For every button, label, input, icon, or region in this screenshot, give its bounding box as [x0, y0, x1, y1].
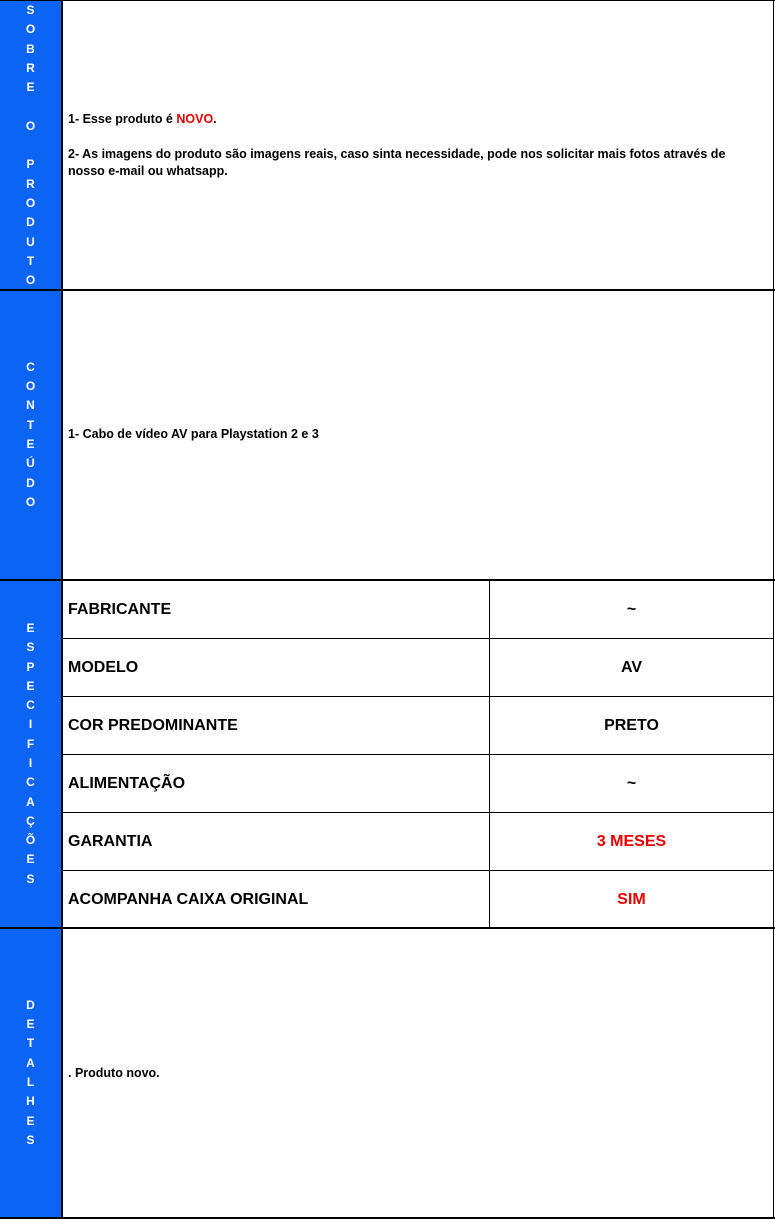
sidebar-label-conteudo [0, 291, 63, 579]
sidebar-letter: N [26, 398, 35, 413]
sidebar-letter: C [26, 359, 35, 374]
novo-highlight: NOVO [176, 112, 214, 126]
section-conteudo [0, 291, 775, 581]
content-detalhes [63, 929, 774, 1217]
sidebar-letter: E [26, 852, 35, 867]
content-sobre [63, 1, 774, 289]
sidebar-letter: O [25, 494, 36, 509]
spec-label: GARANTIA [68, 832, 153, 850]
spec-row [63, 697, 773, 755]
sidebar-letter: Ç [26, 813, 35, 828]
sidebar-letter: E [26, 1017, 35, 1032]
sidebar-letter: I [28, 756, 33, 770]
sidebar-label-especificacoes [0, 581, 63, 927]
spec-label: MODELO [68, 658, 139, 676]
sidebar-letter: T [26, 253, 35, 268]
sidebar-letter: O [25, 118, 36, 133]
sidebar-letter: Ú [26, 456, 35, 471]
spec-value: ~ [489, 581, 773, 638]
detalhes-line-1: . Produto novo. [68, 1066, 160, 1080]
section-detalhes [0, 929, 775, 1219]
sidebar-label-detalhes [0, 929, 63, 1217]
sidebar-letter: D [26, 997, 35, 1012]
sidebar-letter: E [26, 620, 35, 635]
spec-row [63, 755, 773, 813]
spec-value: ~ [489, 755, 773, 812]
sidebar-letter: B [26, 41, 35, 56]
sidebar-letter: O [25, 195, 36, 210]
sidebar-letter: E [26, 678, 35, 693]
spec-label: FABRICANTE [68, 600, 172, 618]
sidebar-letter: T [26, 417, 35, 432]
sidebar-letter: E [26, 1113, 35, 1128]
sidebar-letter: U [26, 234, 35, 249]
sidebar-label-sobre [0, 1, 63, 289]
sobre-line-1-suffix: . [213, 112, 217, 126]
sidebar-letter: T [26, 1036, 35, 1051]
spec-label: COR PREDOMINANTE [68, 716, 238, 734]
sidebar-letter: E [26, 80, 35, 95]
spec-row [63, 639, 773, 697]
sidebar-letter: S [26, 1132, 35, 1147]
sidebar-letter: P [26, 659, 35, 674]
spec-value: PRETO [489, 697, 773, 754]
sidebar-letter: S [26, 3, 35, 17]
spec-label: ACOMPANHA CAIXA ORIGINAL [68, 891, 309, 908]
spec-value: AV [489, 639, 773, 696]
sidebar-letter: S [26, 871, 35, 886]
spec-row [63, 581, 773, 639]
sidebar-letter: S [26, 640, 35, 655]
sidebar-letter: R [26, 60, 35, 75]
sidebar-letter: O [25, 22, 36, 37]
sidebar-letter: H [26, 1094, 35, 1109]
sobre-line-2: 2- As imagens do produto são imagens reais, caso sinta necessidade, pode nos solicitar mais fotos através de nosso e-mail ou whatsapp. [68, 147, 726, 178]
sidebar-letter: D [26, 215, 35, 230]
spec-value: SIM [489, 871, 773, 929]
sidebar-letter: P [26, 157, 35, 172]
spec-row [63, 871, 773, 929]
section-sobre-o-produto [0, 0, 775, 291]
specs-table [63, 581, 774, 927]
sidebar-letter: E [26, 437, 35, 451]
sidebar-letter: A [26, 794, 35, 809]
section-especificacoes [0, 581, 775, 929]
conteudo-line-1: 1- Cabo de vídeo AV para Playstation 2 e 3 [68, 427, 319, 441]
sidebar-letter: A [26, 1055, 35, 1070]
sidebar-letter: C [26, 775, 35, 790]
content-conteudo [63, 291, 774, 579]
sidebar-letter: I [28, 717, 33, 732]
sobre-line-1-prefix: 1- Esse produto é [68, 112, 177, 126]
sobre-line-1 [68, 111, 763, 128]
spec-value: 3 MESES [489, 813, 773, 870]
sidebar-letter [29, 136, 32, 155]
sidebar-letter: R [26, 176, 35, 191]
sidebar-letter: O [25, 273, 36, 288]
sidebar-letter: Õ [25, 833, 36, 848]
spec-row [63, 813, 773, 871]
spec-label: ALIMENTAÇÃO [68, 774, 186, 792]
sidebar-letter: C [26, 698, 35, 713]
sidebar-letter: L [26, 1075, 35, 1089]
sidebar-letter: D [26, 475, 35, 490]
sidebar-letter [29, 97, 32, 116]
sidebar-letter: F [26, 736, 35, 751]
sidebar-letter: O [25, 379, 36, 394]
